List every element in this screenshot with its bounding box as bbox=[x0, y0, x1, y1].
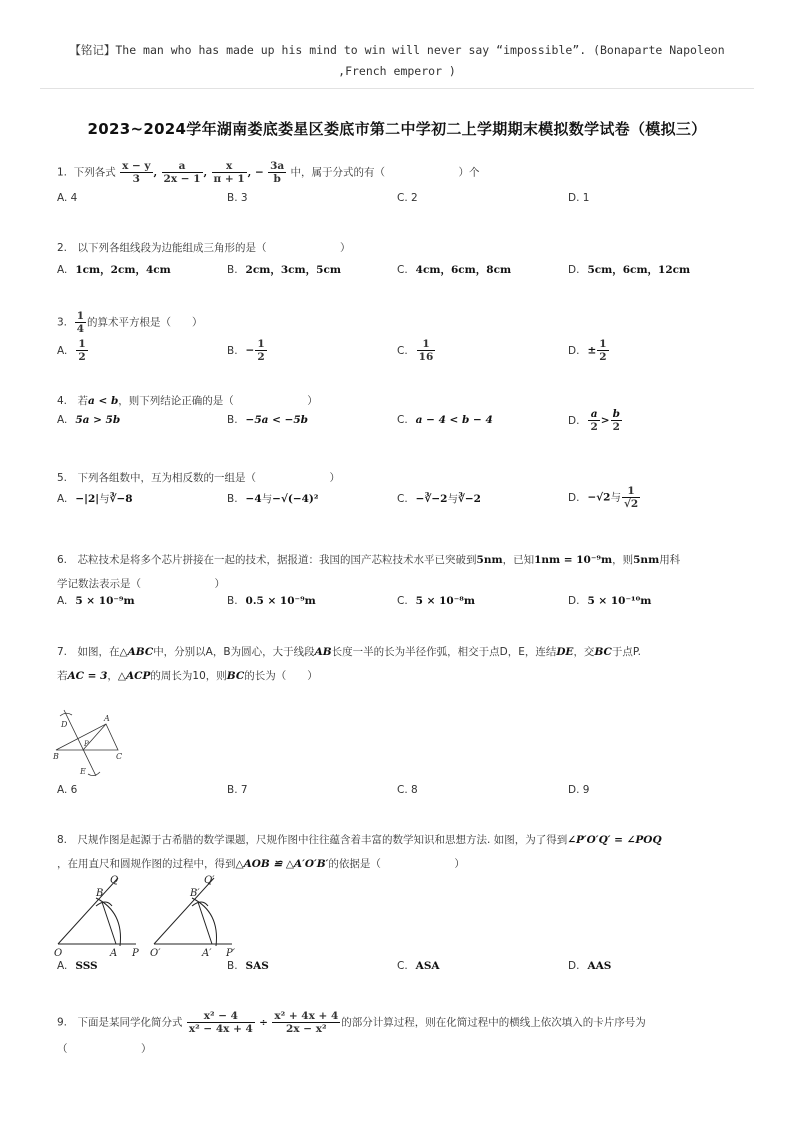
q8-label-p: P bbox=[132, 948, 139, 958]
q8-label-b: B bbox=[96, 888, 104, 899]
q4-option-b[interactable]: B. −5a < −5b bbox=[227, 414, 309, 426]
q6-option-b[interactable]: B. 0.5 × 10⁻⁹m bbox=[227, 595, 316, 607]
q2-option-b[interactable]: B. 2cm，3cm，5cm bbox=[227, 264, 341, 276]
q3-option-b[interactable]: B. − $\frac{1}{2}$ bbox=[227, 338, 265, 363]
q1-fraction-2: $\frac{a}{2x - 1}$ bbox=[163, 160, 201, 185]
q1-option-b[interactable]: B. 3 bbox=[227, 192, 248, 204]
q9-fraction-1: $\frac{\text{x² − 4}}{\text{x² − 4x + 4}}$ bbox=[188, 1010, 253, 1035]
q5-option-a[interactable]: A. −|2|与∛−8 bbox=[57, 493, 133, 505]
motto-line-1: 【铭记】The man who has made up his mind to win will never say “impossible”. (Bonaparte Napoleon bbox=[69, 43, 725, 57]
q7-label-e: E bbox=[80, 767, 86, 776]
q4-option-d[interactable]: D. $\frac{a}{2}$ > $\frac{b}{2}$ bbox=[568, 408, 620, 433]
q7-triangle-figure bbox=[50, 708, 130, 780]
q7-label-d: D bbox=[61, 720, 68, 729]
q3-option-a[interactable]: A. $\frac{1}{2}$ bbox=[57, 338, 86, 363]
q7-label-a: A bbox=[104, 714, 110, 723]
q7-option-b[interactable]: B. 7 bbox=[227, 784, 248, 796]
q7-option-a[interactable]: A. 6 bbox=[57, 784, 78, 796]
question-5-stem: 5. 下列各组数中，互为相反数的一组是（ ） bbox=[57, 472, 341, 484]
q9-fraction-2: $\frac{\text{x² + 4x + 4}}{\text{2x − x²}}$ bbox=[274, 1010, 339, 1035]
q8-label-b-prime: B′ bbox=[190, 888, 200, 899]
q8-label-a: A bbox=[110, 948, 118, 958]
q8-option-b[interactable]: B. SAS bbox=[227, 960, 269, 972]
q4-option-c[interactable]: C. a − 4 < b − 4 bbox=[397, 414, 493, 426]
question-4-stem: 4. 若a < b，则下列结论正确的是（ ） bbox=[57, 395, 318, 407]
q7-label-c: C bbox=[116, 752, 123, 761]
q4-option-a[interactable]: A. 5a > 5b bbox=[57, 414, 121, 426]
q8-segment-ab bbox=[102, 902, 116, 944]
question-9-stem: 9. 下面是某同学化简分式 $\frac{\text{x² − 4}}{\text{x² − 4x + 4}}$ ÷ $\frac{\text{x² + 4x + 4}}{\text{2x − x²}}$ 的部分计算过程，则在化简过程中的横线上依次填入的卡片序号为 bbox=[57, 1010, 646, 1035]
q8-label-q-prime: Q′ bbox=[204, 875, 215, 886]
motto-line-2: ,French emperor ) bbox=[338, 64, 456, 78]
q5-option-d[interactable]: D. −√2与 $\frac{1}{√2}$ bbox=[568, 485, 639, 510]
q1-option-c[interactable]: C. 2 bbox=[397, 192, 418, 204]
q2-option-a[interactable]: A. 1cm，2cm，4cm bbox=[57, 264, 171, 276]
question-3-stem: 3. $\frac{1}{4}$ 的算术平方根是（ ） bbox=[57, 310, 203, 335]
q1-option-d[interactable]: D. 1 bbox=[568, 192, 590, 204]
q8-option-d[interactable]: D. AAS bbox=[568, 960, 612, 972]
q8-option-c[interactable]: C. ASA bbox=[397, 960, 440, 972]
q8-angle-figure-copy bbox=[148, 872, 244, 958]
question-1-stem: 1. 下列各式 $\frac{x - y}{3}$ , $\frac{a}{2x - 1}$ , $\frac{x}{\pi + 1}$ , − $\frac{3a}{b}$ 中，属于分式的有（ ）个 bbox=[57, 160, 480, 185]
q2-option-c[interactable]: C. 4cm，6cm，8cm bbox=[397, 264, 512, 276]
q8-ray-o-q-prime bbox=[154, 878, 214, 944]
q5-option-c[interactable]: C. −∛−2与∛−2 bbox=[397, 493, 481, 505]
q1-fraction-4: $\frac{3a}{b}$ bbox=[270, 160, 285, 185]
q8-option-a[interactable]: A. SSS bbox=[57, 960, 98, 972]
question-7-stem: 7. 如图，在△ABC中，分别以A，B为圆心，大于线段AB长度一半的长为半径作弧，相交于点D，E，连结DE，交BC于点P. 若AC = 3，△ACP的周长为10，则BC的长为（ ） bbox=[57, 646, 641, 682]
q8-label-q: Q bbox=[110, 875, 119, 886]
question-2-stem: 2. 以下列各组线段为边能组成三角形的是（ ） bbox=[57, 242, 351, 254]
q5-option-b[interactable]: B. −4与−√(−4)² bbox=[227, 493, 319, 505]
q8-angle-figure-original bbox=[52, 872, 148, 958]
q7-option-d[interactable]: D. 9 bbox=[568, 784, 590, 796]
q8-label-p-prime: P′ bbox=[226, 948, 235, 958]
q7-option-c[interactable]: C. 8 bbox=[397, 784, 418, 796]
q3-fraction: $\frac{1}{4}$ bbox=[76, 310, 85, 335]
q1-option-a[interactable]: A. 4 bbox=[57, 192, 78, 204]
question-6-stem: 6. 芯粒技术是将多个芯片拼接在一起的技术，据报道：我国的国产芯粒技术水平已突破到5nm，已知1nm = 10⁻⁹m，则5nm用科 学记数法表示是（ ） bbox=[57, 554, 681, 590]
q8-segment-a-b-prime bbox=[198, 902, 212, 944]
q8-ray-oq bbox=[58, 878, 118, 944]
q8-label-o: O bbox=[54, 948, 63, 958]
q1-fraction-3: $\frac{x}{\pi + 1}$ bbox=[213, 160, 245, 185]
motto bbox=[40, 40, 754, 82]
q6-option-c[interactable]: C. 5 × 10⁻⁸m bbox=[397, 595, 475, 607]
question-9-answer-blank: （ ） bbox=[57, 1043, 152, 1055]
q1-fraction-1: $\frac{x - y}{3}$ bbox=[122, 160, 151, 185]
q8-label-a-prime: A′ bbox=[202, 948, 212, 958]
q3-option-d[interactable]: D. ± $\frac{1}{2}$ bbox=[568, 338, 607, 363]
exam-title: 2023~2024学年湖南娄底娄星区娄底市第二中学初二上学期期末模拟数学试卷（模拟三） bbox=[87, 120, 707, 138]
header-divider bbox=[40, 88, 754, 89]
q7-label-b: B bbox=[53, 752, 59, 761]
q8-label-o-prime: O′ bbox=[150, 948, 161, 958]
q6-option-d[interactable]: D. 5 × 10⁻¹⁰m bbox=[568, 595, 652, 607]
q7-label-p: P bbox=[84, 740, 89, 748]
q3-option-c[interactable]: C. $\frac{1}{16}$ bbox=[397, 338, 434, 363]
q2-option-d[interactable]: D. 5cm，6cm，12cm bbox=[568, 264, 691, 276]
question-8-stem: 8. 尺规作图是起源于古希腊的数学课题，尺规作图中往往蕴含着丰富的数学知识和思想方法. 如图，为了得到∠P′O′Q′ = ∠POQ ，在用直尺和圆规作图的过程中，得到△AOB ≌ △A′O′B′的依据是（ ） bbox=[57, 834, 662, 870]
q6-option-a[interactable]: A. 5 × 10⁻⁹m bbox=[57, 595, 135, 607]
